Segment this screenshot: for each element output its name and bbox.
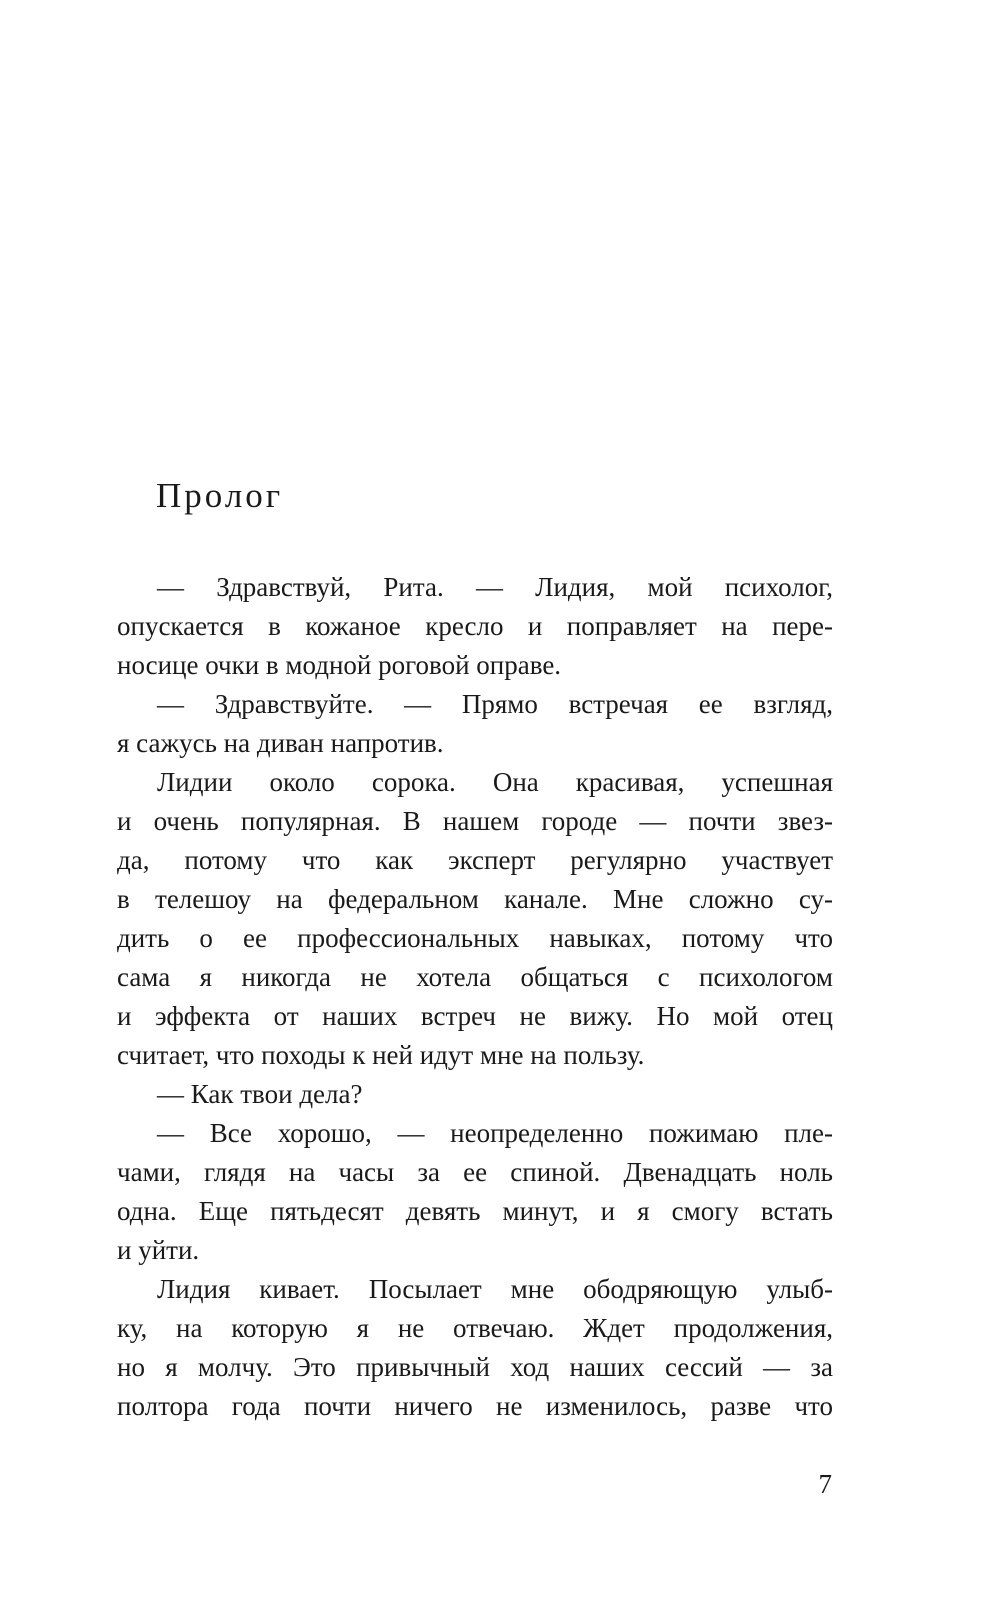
text-line: — Здравствуй, Рита. — Лидия, мой психолог, xyxy=(157,572,833,602)
text-line: и уйти. xyxy=(117,1235,200,1265)
text-line: полтора года почти ничего не изменилось, разве что xyxy=(117,1391,833,1421)
text-line: — Здравствуйте. — Прямо встречая ее взгляд, xyxy=(157,689,833,719)
text-line: Лидии около сорока. Она красивая, успешная xyxy=(157,767,833,797)
text-line: дить о ее профессиональных навыках, потому что xyxy=(117,923,833,953)
text-line: — Как твои дела? xyxy=(157,1079,363,1109)
text-line: — Все хорошо, — неопределенно пожимаю пле- xyxy=(157,1118,833,1148)
body-text xyxy=(117,568,833,1426)
text-line: Лидия кивает. Посылает мне ободряющую улыб- xyxy=(157,1274,833,1304)
text-line: считает, что походы к ней идут мне на пользу. xyxy=(117,1040,645,1070)
text-line: ку, на которую я не отвечаю. Ждет продолжения, xyxy=(117,1313,833,1343)
text-line: опускается в кожаное кресло и поправляет на пере- xyxy=(117,611,833,641)
text-line: сама я никогда не хотела общаться с психологом xyxy=(117,962,833,992)
chapter-title: Пролог xyxy=(156,476,284,515)
text-line: и очень популярная. В нашем городе — почти звез- xyxy=(117,806,833,836)
text-line: да, потому что как эксперт регулярно участвует xyxy=(117,845,833,875)
text-line: чами, глядя на часы за ее спиной. Двенадцать ноль xyxy=(117,1157,833,1187)
text-line: в телешоу на федеральном канале. Мне сложно су- xyxy=(117,884,833,914)
text-line: но я молчу. Это привычный ход наших сессий — за xyxy=(117,1352,833,1382)
page-number: 7 xyxy=(818,1469,832,1499)
text-line: носице очки в модной роговой оправе. xyxy=(117,650,562,680)
text-line: и эффекта от наших встреч не вижу. Но мой отец xyxy=(117,1001,833,1031)
text-line: я сажусь на диван напротив. xyxy=(117,728,444,758)
text-line: одна. Еще пятьдесят девять минут, и я смогу встать xyxy=(117,1196,833,1226)
